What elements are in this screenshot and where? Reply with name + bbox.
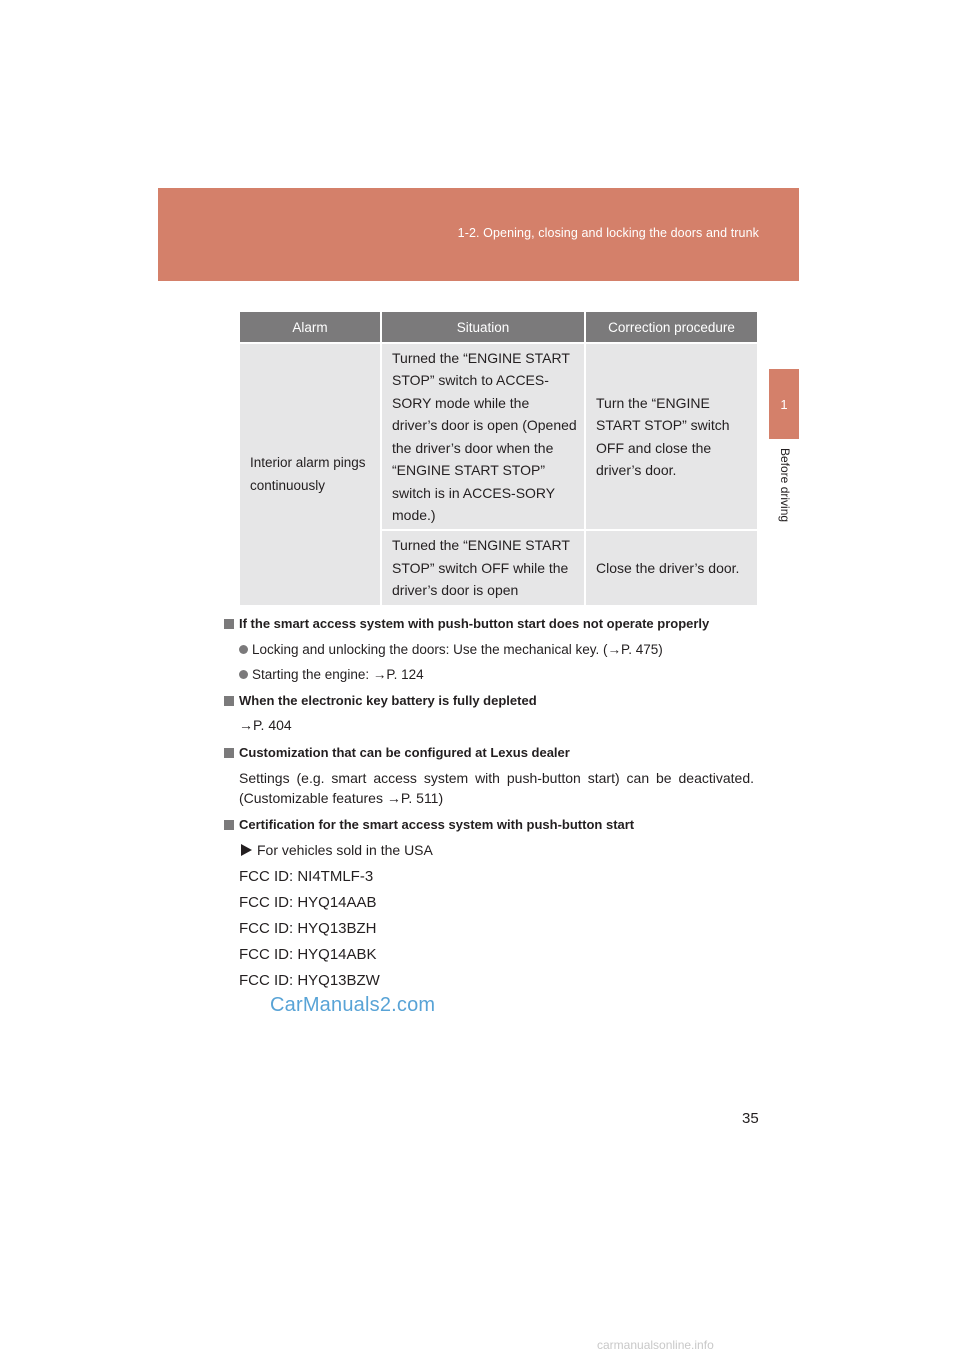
- square-bullet-icon: [224, 748, 234, 758]
- page-reference: →P. 404: [239, 717, 292, 733]
- table-header-row: [240, 312, 757, 343]
- header-band: [158, 188, 799, 281]
- footer-watermark: carmanualsonline.info: [597, 1338, 714, 1352]
- square-bullet-icon: [224, 619, 234, 629]
- fcc-id: FCC ID: NI4TMLF-3: [239, 868, 374, 885]
- list-item: Starting the engine: →P. 124: [224, 664, 754, 686]
- alarm-table: [240, 312, 757, 605]
- fcc-id: FCC ID: HYQ14AAB: [239, 894, 377, 911]
- fcc-id: FCC ID: HYQ13BZW: [239, 972, 380, 989]
- column-header-situation: Situation: [381, 312, 585, 343]
- notes-content: [224, 614, 754, 994]
- section-title: 1-2. Opening, closing and locking the doors and trunk: [457, 226, 759, 240]
- square-bullet-icon: [224, 696, 234, 706]
- square-bullet-icon: [224, 820, 234, 830]
- triangle-right-icon: [241, 844, 252, 856]
- dot-bullet-icon: [239, 645, 248, 654]
- page-number: 35: [742, 1110, 759, 1127]
- chapter-number: 1: [780, 396, 788, 412]
- list-item: Locking and unlocking the doors: Use the mechanical key. (→P. 475): [224, 639, 754, 661]
- fcc-id: FCC ID: HYQ13BZH: [239, 920, 377, 937]
- situation-cell: Turned the “ENGINE START STOP” switch to ACCES-SORY mode while the driver’s door is open (Opened the driver’s door when the “ENGINE START STOP” switch is in ACCES-SORY mode.): [381, 343, 585, 530]
- correction-cell: Turn the “ENGINE START STOP” switch OFF and close the driver’s door.: [585, 343, 757, 530]
- sub-heading: For vehicles sold in the USA: [224, 838, 754, 862]
- fcc-id: FCC ID: HYQ14ABK: [239, 946, 377, 963]
- section-heading: When the electronic key battery is fully depleted: [224, 691, 754, 711]
- correction-cell: Close the driver’s door.: [585, 530, 757, 605]
- situation-cell: Turned the “ENGINE START STOP” switch OFF while the driver’s door is open: [381, 530, 585, 605]
- watermark: CarManuals2.com: [270, 994, 436, 1016]
- column-header-alarm: Alarm: [240, 312, 381, 343]
- table-row: [240, 343, 757, 530]
- chapter-label: Before driving: [778, 448, 792, 523]
- section-heading: If the smart access system with push-button start does not operate properly: [224, 614, 754, 634]
- dot-bullet-icon: [239, 670, 248, 679]
- column-header-correction: Correction procedure: [585, 312, 757, 343]
- section-heading: Customization that can be configured at Lexus dealer: [224, 743, 754, 763]
- chapter-tab: [769, 369, 799, 439]
- alarm-cell: Interior alarm pings continuously: [240, 343, 381, 605]
- section-heading: Certification for the smart access system with push-button start: [224, 815, 754, 835]
- paragraph: Settings (e.g. smart access system with push-button start) can be deactivated. (Customizable features →P. 511): [239, 770, 754, 806]
